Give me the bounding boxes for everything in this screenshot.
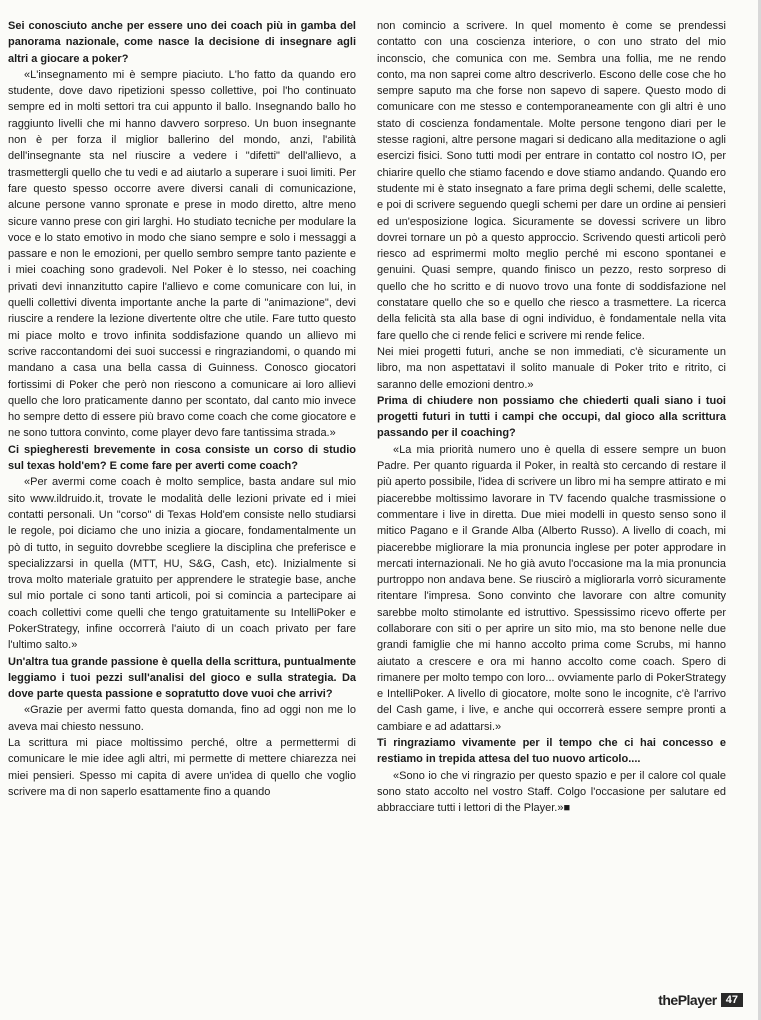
- interview-question: Ti ringraziamo vivamente per il tempo che ci hai concesso e restiamo in trepida attesa del tuo nuovo articolo....: [377, 737, 726, 766]
- answer-paragraph: «Grazie per avermi fatto questa domanda, fino ad oggi non me lo aveva mai chiesto nessuno.: [8, 704, 356, 733]
- left-column: [8, 18, 356, 800]
- answer-paragraph: La scrittura mi piace moltissimo perché, oltre a permettermi di comunicare le mie idee agli altri, mi permette di mettere chiarezza nei miei pensieri. Spesso mi capita di avere un'idea di quello che voglio scrivere ma di non saperlo esattamente fino a quando: [8, 737, 356, 798]
- interview-question: Ci spiegheresti brevemente in cosa consiste un corso di studio sul texas hold'em? E come fare per averti come coach?: [8, 443, 356, 473]
- answer-paragraph: «Sono io che vi ringrazio per questo spazio e per il calore col quale sono stato accolto nel vostro Staff. Colgo l'occasione per salutare ed abbracciare tutti i lettori di the Player.»■: [377, 769, 726, 815]
- answer-paragraph: non comincio a scrivere. In quel momento è come se prendessi contatto con una coscienza interiore, o con uno strato del mio inconscio, che comunica con me. Sembra una follia, me ne rendo conto, ma non saprei come altro descriverlo. Escono delle cose che ho sempre saputo ma che forse non sapevo di sapere. Questo modo di comunicare con me stesso e contemporaneamente con gli altri è uno stato di coscienza fondamentale. Molte persone tengono diari per le stesse ragioni, altre persone magari si dedicano alla meditazione o agli esercizi fisici. Sono tutti modi per entrare in contatto col nostro IO, per chiarire quello che stiamo facendo e dove stiamo andando. Quando ero studente mi è stato insegnato a fare prima degli schemi, delle scalette, e poi di scrivere seguendo quegli schemi per dare un ordine ai pensieri ed un'esposizione logica. Sicuramente se dovessi scrivere un libro dovrei tornare un pò a questo approccio. Scrivendo questi articoli però riesco ad esprimermi molto meglio perché mi escono spontanei e genuini. Quasi sempre, quando finisco un pezzo, resto sorpreso di quello che ho scritto e di nuovo trovo una fonte di soddisfazione nel constatare quello che so e quello che riesco a trasmettere. La ricerca della felicità sta alla base di ogni individuo, è fondamentale nella vita fare quello che ci rende felici e scrivere mi rende felice.: [377, 20, 726, 342]
- page-footer: [658, 992, 743, 1008]
- answer-paragraph: «La mia priorità numero uno è quella di essere sempre un buon Padre. Per quanto riguarda il Poker, in realtà sto cercando di restare il più aperto possibile, l'idea di scrivere un libro mi ha sempre attirato e mi piacerebbe moltissimo lavorare in TV facendo qualche trasmissione o commentare i live in diretta. Due miei modelli in questo senso sono il mitico Pagano e il Grande Alba (Alberto Russo). A livello di coach, mi piacerebbe migliorare la mia pronuncia inglese per poter approdare in mercati internazionali. Ne ho già avuto l'occasione ma la mia pronuncia purtroppo non andava bene. Se riuscirò a migliorarla vorrò sicuramente ritentare l'impresa. Sono convinto che lavorare con altre comunity sarebbe molto stimolante ed istruttivo. Spessissimo ricevo offerte per collaborare con siti o per aprire un sito mio, ma sto benone nelle due grandi famiglie che mi hanno accolto prima come Scrubs, mi hanno aiutato a crescere e ora mi hanno accolto come coach. Spero di rimanere per molto tempo con loro... ovviamente parlo di PokerStrategy e IntelliPoker. A livello di giocatore, molte sono le incognite, c'è l'arrivo del Cash game, i live, e anche qui occorrerà essere sempre pronti a cambiare e ad adattarsi.»: [377, 443, 726, 733]
- answer-paragraph: «Per avermi come coach è molto semplice, basta andare sul mio sito www.ildruido.it, trovate le modalità delle lezioni private ed i miei contatti personali. Un "corso" di Texas Hold'em consiste nello studiarsi le regole, poi diciamo che uno inizia a giocare, fondamentalmente un pò di tutto, in seguito dovrebbe scegliere la disciplina che preferisce e specializzarsi in quella (MTT, HU, S&G, Cash, etc). Inizialmente si trova molto materiale gratuito per apprendere le strategie base, anche sul mio portale ci sono tanti articoli, poi si comincia a partecipare ai coach collettivi come quelli che tengo gratuitamente su IntelliPoker e PokerStrategy, infine occorrerà l'aiuto di un coach privato per fare l'ultimo salto.»: [8, 476, 356, 652]
- right-column: [377, 18, 726, 817]
- page-number: 47: [721, 993, 743, 1007]
- answer-paragraph: «L'insegnamento mi è sempre piaciuto. L'ho fatto da quando ero studente, dove davo ripetizioni spesso collettive, poi l'ho continuato sempre ed in molti settori tra cui appunto il ballo. Insegnando ballo ho raggiunto livelli che mi hanno davvero sorpreso. Un buon insegnante non è per forza il miglior ballerino del mondo, anzi, l'abilità dell'insegnante sta nel riuscire a vedere i "difetti" dell'allievo, a trasmettergli quello che tu vedi e ad aiutarlo a superare i suoi limiti. Per fare questo spesso occorre avere diversi canali di comunicazione, alcune persone vanno spronate e prese in modo diretto, altre meno sicure vanno prese con giri larghi. Ho studiato tecniche per modulare la voce e lo stato emotivo in modo che siano sempre e solo i messaggi a passare e non le emozioni, per quello sembro sempre tanto paziente e i miei coaching sono gradevoli. Nel Poker è lo stesso, nei coaching privati devi innanzitutto capire l'allievo e come comunicare con lui, in quelli collettivi diventa importante anche la parte di "animazione", devi riuscire a rendere la lezione divertente oltre che utile. Fare tutto questo mi piace molto e trovo infinita soddisfazione quando un allievo mi scrive raccontandomi dei suoi successi e ringraziandomi, o quando mi mandano a casa una bella cassa di Guinness. Conosco giocatori fortissimi di Poker che però non riescono a comunicare ai loro allievi quello che loro praticamente danno per scontato, dal canto mio invece ho sempre detto di essere più bravo come coach che come giocatore e ne sono tuttora convinto, come player devo fare tantissima strada.»: [8, 68, 356, 440]
- interview-question: Sei conosciuto anche per essere uno dei coach più in gamba del panorama nazionale, come nasce la decisione di insegnare agli altri a giocare a poker?: [8, 20, 356, 65]
- interview-question: Prima di chiudere non possiamo che chiederti quali siano i tuoi progetti futuri in tutti i campi che occupi, dal gioco alla scrittura passando per il coaching?: [377, 394, 726, 440]
- interview-question: Un'altra tua grande passione è quella della scrittura, puntualmente leggiamo i tuoi pezzi sull'analisi del gioco e sulla strategia. Da dove parte questa passione e sopratutto dove vuoi che arrivi?: [8, 655, 356, 701]
- magazine-logo: thePlayer: [658, 992, 717, 1008]
- answer-paragraph: Nei miei progetti futuri, anche se non immediati, c'è sicuramente un libro, ma non aspettatavi il solito manuale di Poker trito e ritrito, ci saranno delle emozioni dentro.»: [377, 345, 726, 391]
